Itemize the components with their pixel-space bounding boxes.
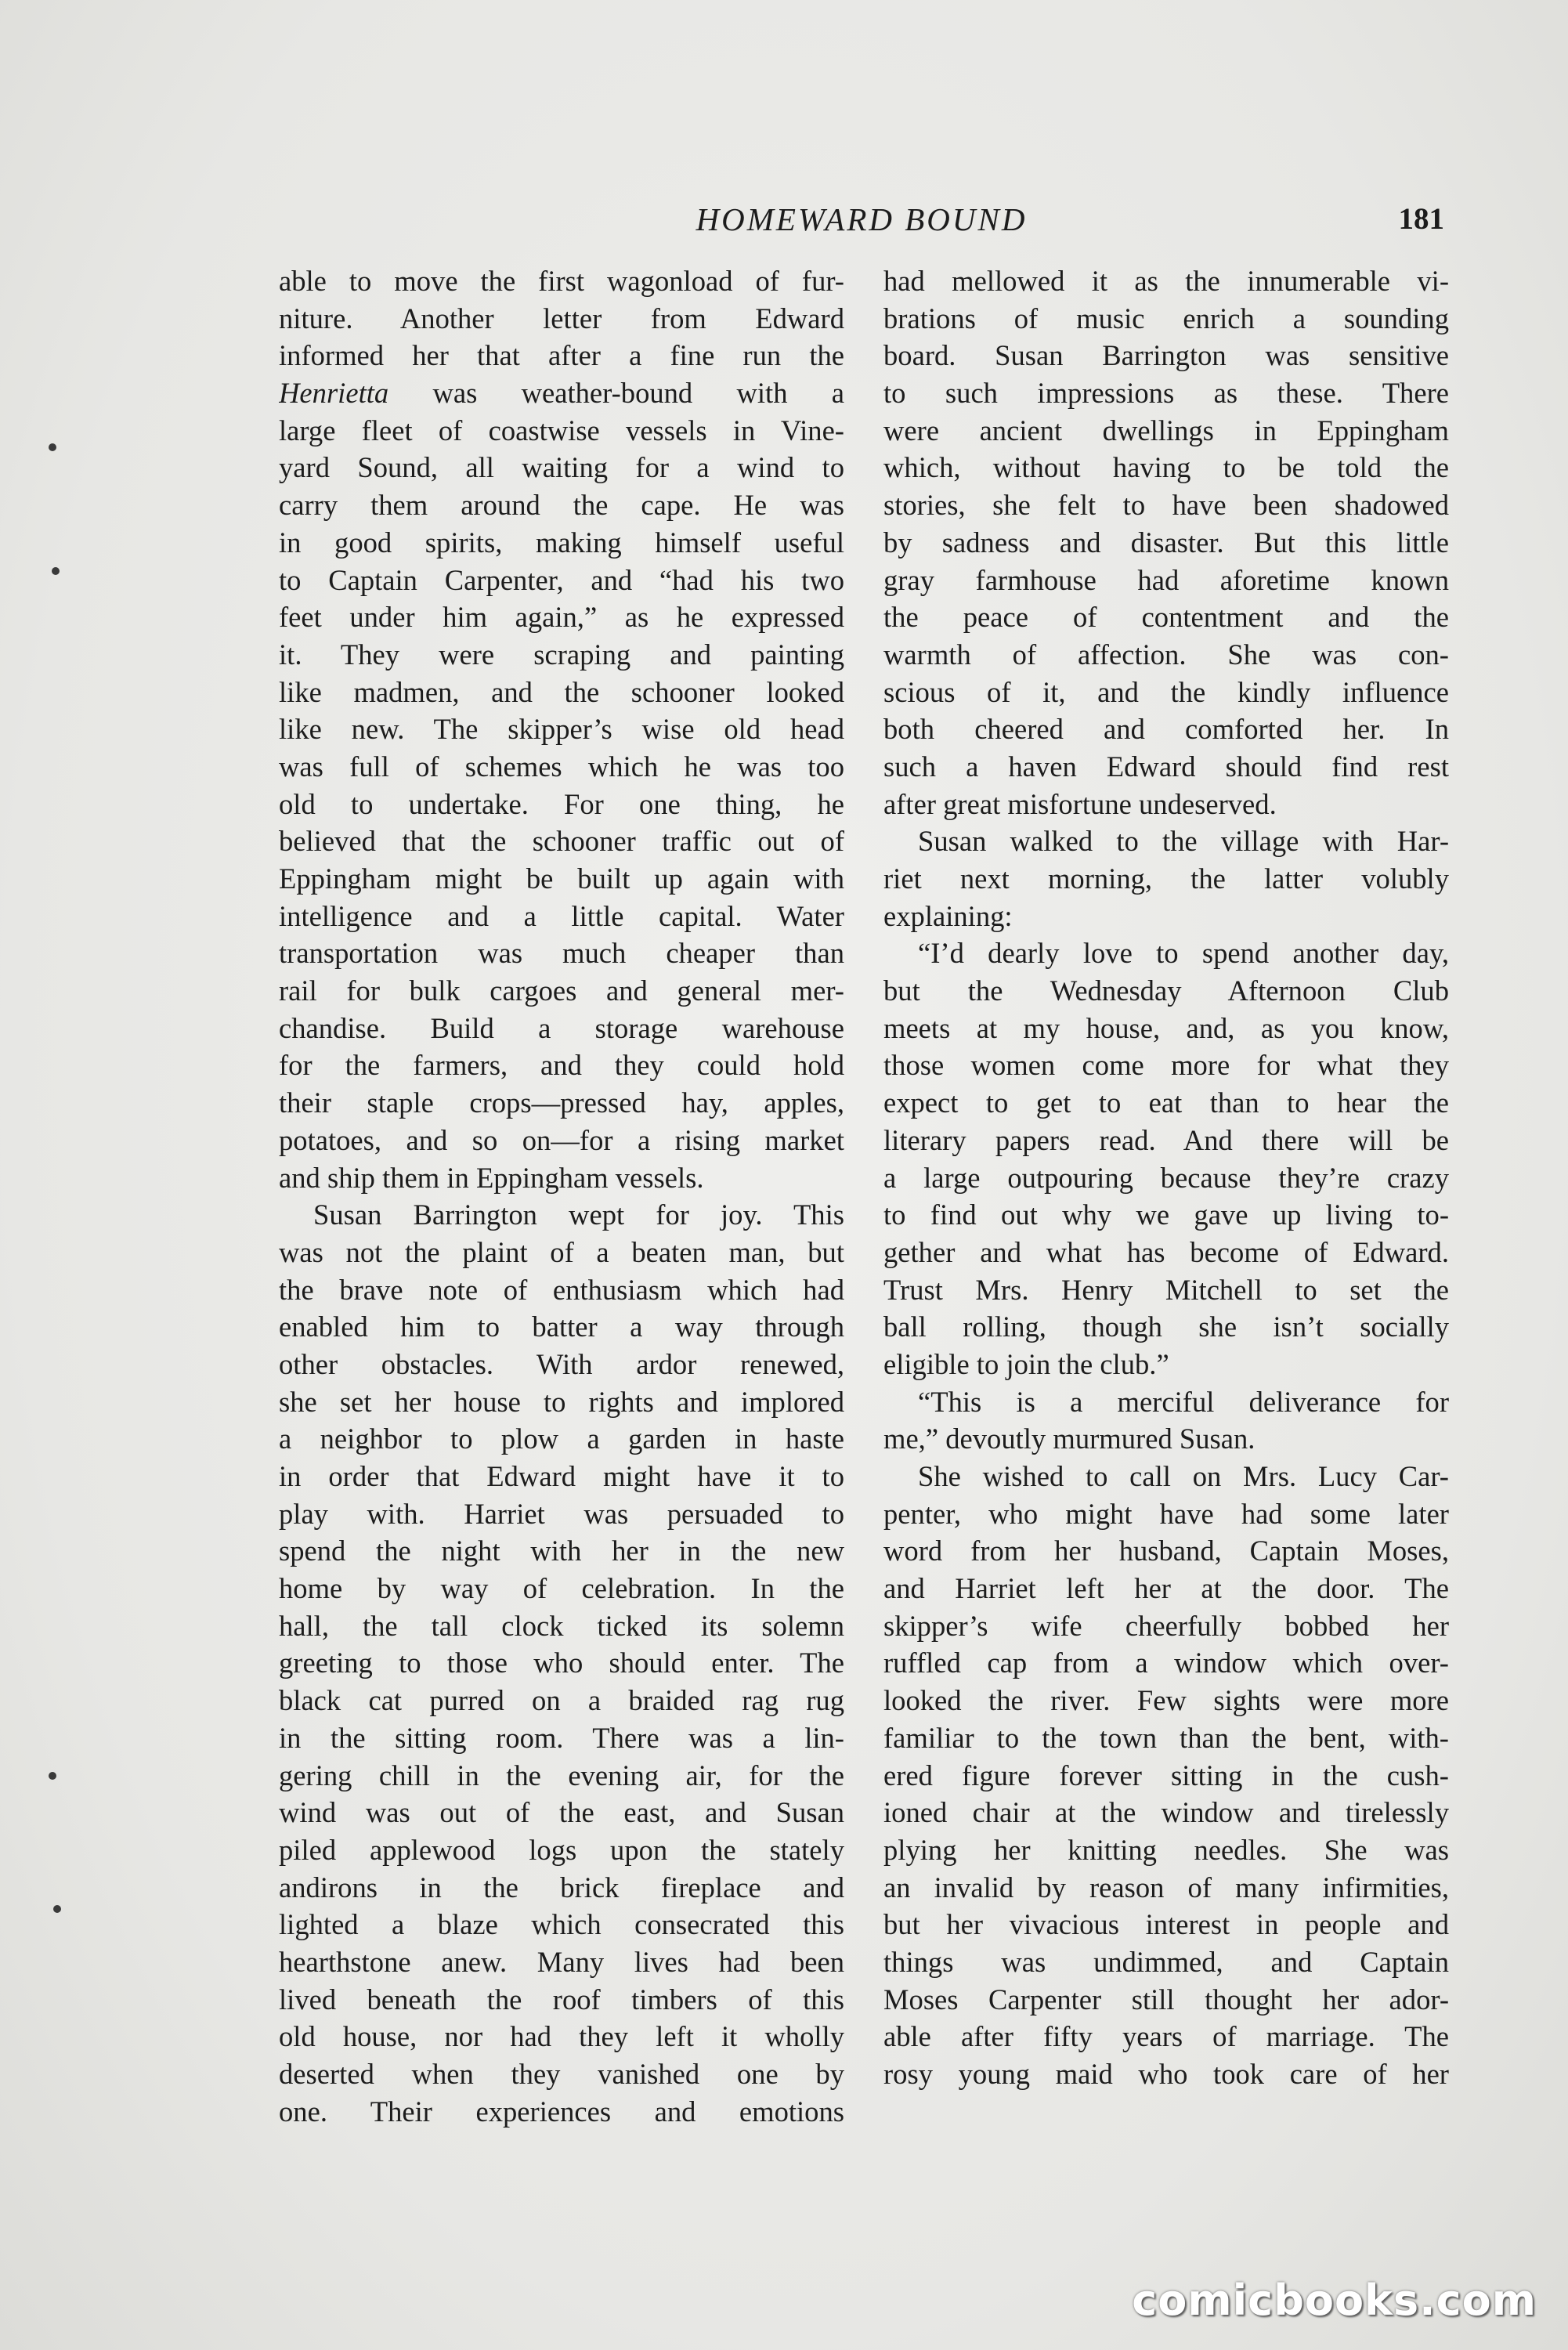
text-line: ruffled cap from a window which over- [883, 1647, 1449, 1679]
text-line: board. Susan Barrington was sensitive [883, 339, 1449, 372]
text-line: transportation was much cheaper than [279, 937, 844, 970]
text-line: piled applewood logs upon the stately [279, 1833, 844, 1866]
text-line: literary papers read. And there will be [883, 1123, 1449, 1156]
text-line: meets at my house, and, as you know, [883, 1011, 1449, 1044]
text-line: spend the night with her in the new [279, 1535, 844, 1567]
text-line: like new. The skipper’s wise old head [279, 713, 844, 746]
text-line: greeting to those who should enter. The [279, 1647, 844, 1679]
text-line: in good spirits, making himself useful [279, 526, 844, 559]
text-line: a large outpouring because they’re crazy [883, 1161, 1449, 1194]
text-line: able after fifty years of marriage. The [883, 2020, 1449, 2053]
text-line: “This is a merciful deliverance for [918, 1385, 1449, 1418]
text-line: had mellowed it as the innumerable vi- [883, 265, 1449, 297]
text-line: and Harriet left her at the door. The [883, 1572, 1449, 1605]
text-line: and ship them in Eppingham vessels. [279, 1161, 704, 1194]
text-line: brations of music enrich a sounding [883, 302, 1449, 334]
text-line: an invalid by reason of many infirmities, [883, 1871, 1449, 1904]
text-line: Trust Mrs. Henry Mitchell to set the [883, 1273, 1449, 1306]
text-line: old house, nor had they left it wholly [279, 2020, 844, 2053]
text-line: those women come more for what they [883, 1049, 1449, 1082]
watermark: comicbooks.com [1132, 2276, 1537, 2325]
text-line: to Captain Carpenter, and “had his two [279, 563, 844, 596]
binding-hole-mark [52, 567, 60, 575]
text-line: for the farmers, and they could hold [279, 1049, 844, 1082]
text-line: carry them around the cape. He was [279, 489, 844, 522]
text-line: old to undertake. For one thing, he [279, 787, 844, 820]
text-line: penter, who might have had some later [883, 1497, 1449, 1530]
text-line: like madmen, and the schooner looked [279, 675, 844, 708]
text-line: She wished to call on Mrs. Lucy Car- [918, 1460, 1449, 1492]
page-number: 181 [1398, 202, 1444, 236]
text-line: believed that the schooner traffic out of [279, 825, 844, 858]
text-line: gray farmhouse had aforetime known [883, 563, 1449, 596]
text-line: enabled him to batter a way through [279, 1311, 844, 1343]
text-line: she set her house to rights and implored [279, 1385, 844, 1418]
page-header [279, 196, 1444, 243]
text-line: looked the river. Few sights were more [883, 1684, 1449, 1717]
text-line: intelligence and a little capital. Water [279, 899, 844, 932]
text-line: which, without having to be told the [883, 451, 1449, 484]
text-line: to find out why we gave up living to- [883, 1198, 1449, 1231]
text-line: large fleet of coastwise vessels in Vine- [279, 414, 844, 446]
italic-text: Henrietta [279, 377, 389, 410]
text-line: feet under him again,” as he expressed [279, 601, 844, 634]
text-line: home by way of celebration. In the [279, 1572, 844, 1605]
text-line: things was undimmed, and Captain [883, 1945, 1449, 1978]
text-line: black cat purred on a braided rag rug [279, 1684, 844, 1717]
text-line: rosy young maid who took care of her [883, 2058, 1449, 2090]
text-line: one. Their experiences and emotions [279, 2095, 844, 2128]
text-line: after great misfortune undeserved. [883, 787, 1277, 820]
text-line: expect to get to eat than to hear the [883, 1086, 1449, 1119]
text-line: other obstacles. With ardor renewed, [279, 1347, 844, 1380]
text-line: the brave note of enthusiasm which had [279, 1273, 844, 1306]
text-line: ered figure forever sitting in the cush- [883, 1759, 1449, 1791]
text-line: lived beneath the roof timbers of this [279, 1983, 844, 2016]
text-line: Moses Carpenter still thought her ador- [883, 1983, 1449, 2016]
text-line: by sadness and disaster. But this little [883, 526, 1449, 559]
text-line: their staple crops—pressed hay, apples, [279, 1086, 844, 1119]
text-line: informed her that after a fine run the [279, 339, 844, 372]
text-line: potatoes, and so on—for a rising market [279, 1123, 844, 1156]
binding-hole-mark [49, 1772, 56, 1780]
text-line: play with. Harriet was persuaded to [279, 1497, 844, 1530]
text-line: able to move the first wagonload of fur- [279, 265, 844, 297]
binding-hole-mark [49, 443, 56, 451]
text-line: in the sitting room. There was a lin- [279, 1721, 844, 1754]
binding-hole-mark [53, 1905, 61, 1913]
text-line: but her vivacious interest in people and [883, 1908, 1449, 1941]
text-line: skipper’s wife cheerfully bobbed her [883, 1609, 1449, 1642]
text-line: in order that Edward might have it to [279, 1460, 844, 1492]
right-text-column [883, 262, 1449, 2093]
text-line: andirons in the brick fireplace and [279, 1871, 844, 1904]
text-line: rail for bulk cargoes and general mer- [279, 974, 844, 1007]
text-line: plying her knitting needles. She was [883, 1833, 1449, 1866]
text-line: explaining: [883, 899, 1013, 932]
text-line: “I’d dearly love to spend another day, [918, 937, 1449, 970]
text-line: yard Sound, all waiting for a wind to [279, 451, 844, 484]
text-line: but the Wednesday Afternoon Club [883, 974, 1449, 1007]
text-line: lighted a blaze which consecrated this [279, 1908, 844, 1941]
text-line: stories, she felt to have been shadowed [883, 489, 1449, 522]
text-line: hall, the tall clock ticked its solemn [279, 1609, 844, 1642]
text-line: Susan walked to the village with Har- [918, 825, 1449, 858]
text-line: word from her husband, Captain Moses, [883, 1535, 1449, 1567]
text-line: gether and what has become of Edward. [883, 1235, 1449, 1268]
text-line [279, 374, 844, 412]
text-line: Eppingham might be built up again with [279, 862, 844, 895]
running-title: HOMEWARD BOUND [695, 201, 1028, 237]
text-line: the peace of contentment and the [883, 601, 1449, 634]
text-line: chandise. Build a storage warehouse [279, 1011, 844, 1044]
text-line: deserted when they vanished one by [279, 2058, 844, 2090]
text-line: wind was out of the east, and Susan [279, 1796, 844, 1829]
text-line: niture. Another letter from Edward [279, 302, 844, 334]
text-line: scious of it, and the kindly influence [883, 675, 1449, 708]
text-line: was not the plaint of a beaten man, but [279, 1235, 844, 1268]
text-line: such a haven Edward should find rest [883, 750, 1449, 783]
text-line: familiar to the town than the bent, with- [883, 1721, 1449, 1754]
text-line: riet next morning, the latter volubly [883, 862, 1449, 895]
text-line: to such impressions as these. There [883, 377, 1449, 410]
text-line: warmth of affection. She was con- [883, 638, 1449, 671]
text-line: both cheered and comforted her. In [883, 713, 1449, 746]
text-line: Susan Barrington wept for joy. This [313, 1198, 844, 1231]
text-line: ball rolling, though she isn’t socially [883, 1311, 1449, 1343]
text-line: a neighbor to plow a garden in haste [279, 1423, 844, 1455]
text-line: me,” devoutly murmured Susan. [883, 1423, 1255, 1455]
text-line: was full of schemes which he was too [279, 750, 844, 783]
text-line: gering chill in the evening air, for the [279, 1759, 844, 1791]
text-line: it. They were scraping and painting [279, 638, 844, 671]
text-line: ioned chair at the window and tirelessly [883, 1796, 1449, 1829]
left-text-column [279, 262, 844, 2130]
text-line: eligible to join the club.” [883, 1347, 1169, 1380]
text-line: were ancient dwellings in Eppingham [883, 414, 1449, 446]
text-segment: was weather-bound with a [388, 377, 844, 410]
text-line: hearthstone anew. Many lives had been [279, 1945, 844, 1978]
